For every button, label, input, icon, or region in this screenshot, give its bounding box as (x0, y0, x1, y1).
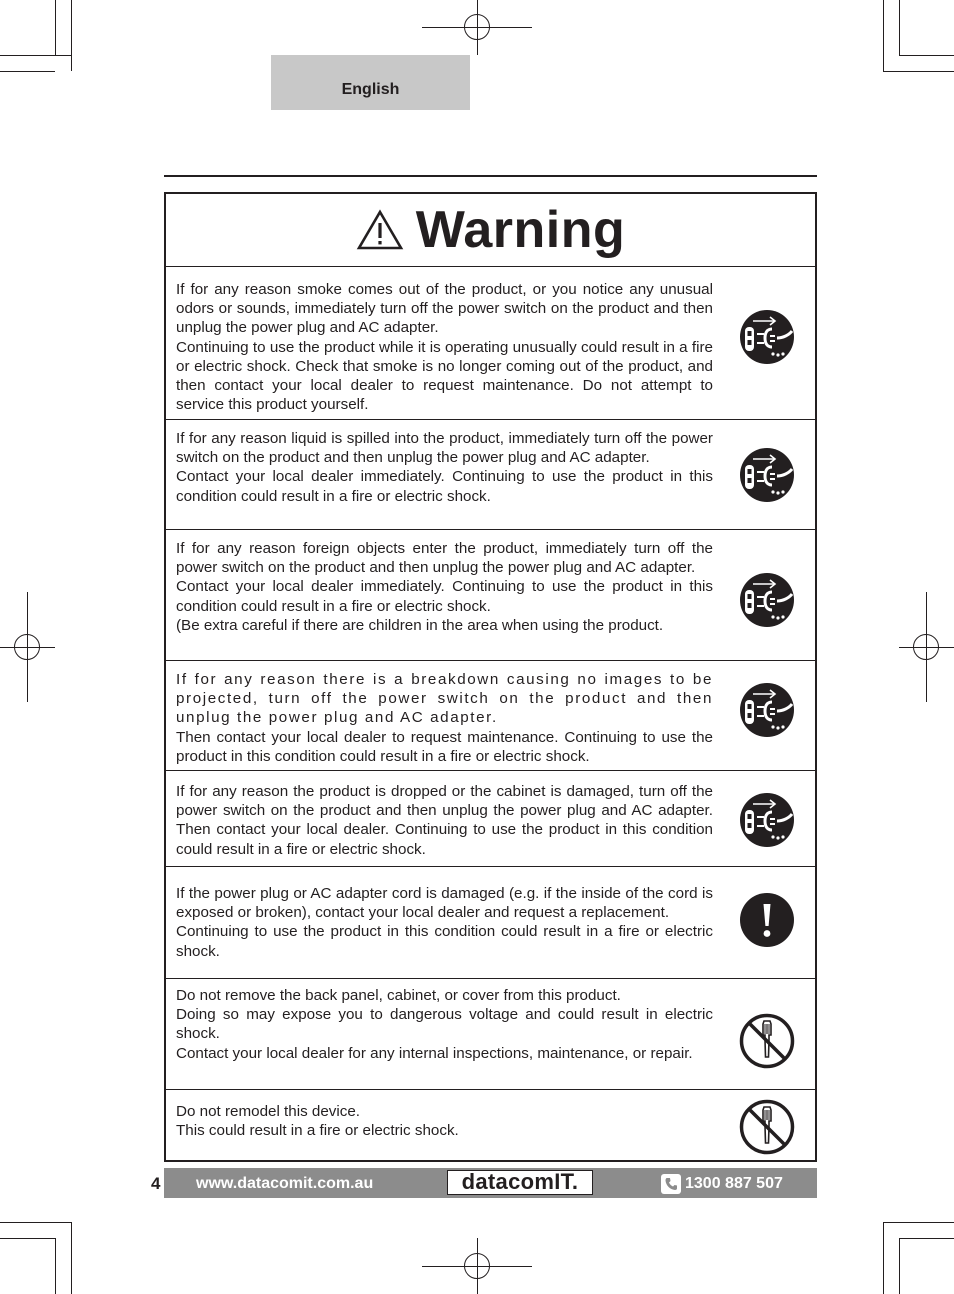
warning-header (166, 194, 815, 267)
unplug-icon (739, 309, 795, 365)
warning-title: Warning (415, 201, 626, 259)
warning-text (176, 1102, 713, 1140)
unplug-icon (739, 682, 795, 738)
warning-text (176, 986, 713, 1063)
warning-paragraph: If for any reason the product is dropped or the cabinet is damaged, turn off the power switch on the product and then unplug the power plug and AC adapter. Then contact your local dealer. Continuing to use the product in this condition could result in a fire or electric shock. (176, 783, 713, 858)
crop-mark (0, 1238, 55, 1239)
warning-item (166, 530, 815, 661)
warning-paragraph: If the power plug or AC adapter cord is damaged (e.g. if the inside of the cord is exposed or broken), contact your local dealer and request a replacement. (176, 885, 713, 922)
warning-paragraph: Doing so may expose you to dangerous voltage and could result in electric shock. (176, 1006, 713, 1043)
warning-paragraph: If for any reason foreign objects enter the product, immediately turn off the power switch on the product and then unplug the power plug and AC adapter. (176, 540, 713, 577)
warning-item (166, 867, 815, 979)
crop-mark (0, 1222, 71, 1223)
unplug-icon (739, 792, 795, 848)
exclamation-icon (739, 892, 795, 948)
crop-mark (71, 0, 72, 71)
unplug-icon (739, 447, 795, 503)
warning-paragraph: If for any reason liquid is spilled into the product, immediately turn off the power switch on the product and then unplug the power plug and AC adapter. (176, 430, 713, 467)
registration-mark (464, 1253, 490, 1279)
crop-mark (0, 71, 55, 72)
footer-phone: 1300 887 507 (685, 1175, 783, 1192)
warning-paragraph: Do not remove the back panel, cabinet, or cover from this product. (176, 987, 621, 1004)
warning-item (166, 979, 815, 1090)
warning-item (166, 267, 815, 420)
warning-paragraph: Contact your local dealer immediately. Continuing to use the product in this condition could result in a fire or electric shock. (176, 468, 713, 505)
crop-mark (71, 1222, 72, 1294)
no-disassembly-icon (739, 1013, 795, 1069)
warning-paragraph: If for any reason there is a breakdown causing no images to be projected, turn off the power switch on the product and then unplug the power plug and AC adapter. (176, 671, 713, 727)
language-tab: English (271, 55, 470, 110)
phone-icon (661, 1174, 681, 1194)
warning-text (176, 429, 713, 506)
crop-mark (883, 1222, 884, 1294)
crop-mark (899, 55, 954, 56)
brand-logo: datacomIT. (447, 1170, 593, 1195)
crop-mark (55, 1238, 56, 1294)
crop-mark (55, 0, 56, 55)
no-disassembly-icon (739, 1099, 795, 1155)
crop-mark (883, 71, 954, 72)
warning-item (166, 420, 815, 530)
crop-mark (0, 55, 71, 56)
registration-mark (464, 14, 490, 40)
warning-paragraph: If for any reason smoke comes out of the product, or you notice any unusual odors or sounds, immediately turn off the power switch on the product and then unplug the power plug and AC adapter. (176, 281, 713, 337)
warning-text (176, 670, 713, 766)
warning-triangle-icon (356, 209, 404, 251)
crop-mark (883, 1222, 954, 1223)
warning-paragraph: Continuing to use the product in this condition could result in a fire or electric shock. (176, 923, 713, 960)
warning-text (176, 539, 713, 635)
registration-mark (913, 634, 939, 660)
page-number: 4 (151, 1174, 161, 1193)
warning-item (166, 661, 815, 771)
warning-paragraph: Contact your local dealer for any internal inspections, maintenance, or repair. (176, 1044, 693, 1062)
warning-rows (166, 267, 815, 1162)
footer-url: www.datacomit.com.au (196, 1175, 374, 1192)
crop-mark (899, 1238, 900, 1294)
warning-paragraph: Do not remodel this device. (176, 1103, 361, 1120)
crop-mark (883, 0, 884, 71)
divider (164, 175, 817, 177)
crop-mark (899, 1238, 954, 1239)
warning-text (176, 884, 713, 961)
unplug-icon (739, 572, 795, 628)
warning-paragraph: Then contact your local dealer to request maintenance. Continuing to use the product in this condition could result in a fire or electric shock. (176, 728, 713, 765)
warning-item (166, 1090, 815, 1162)
warning-paragraph: Continuing to use the product while it is operating unusually could result in a fire or electric shock. Check that smoke is no longer coming out of the product, and then contact your local dealer to request maintenance. Do not attempt to service this product yourself. (176, 338, 713, 414)
warning-paragraph: This could result in a fire or electric shock. (176, 1122, 459, 1140)
warning-paragraph: (Be extra careful if there are children in the area when using the product. (176, 616, 664, 634)
crop-mark (899, 0, 900, 55)
warning-item (166, 771, 815, 867)
warning-text (176, 280, 713, 414)
warning-paragraph: Contact your local dealer immediately. Continuing to use the product in this condition could result in a fire or electric shock. (176, 578, 713, 615)
warning-panel (164, 192, 817, 1162)
warning-text (176, 782, 713, 859)
registration-mark (14, 634, 40, 660)
footer-bar (164, 1168, 817, 1198)
